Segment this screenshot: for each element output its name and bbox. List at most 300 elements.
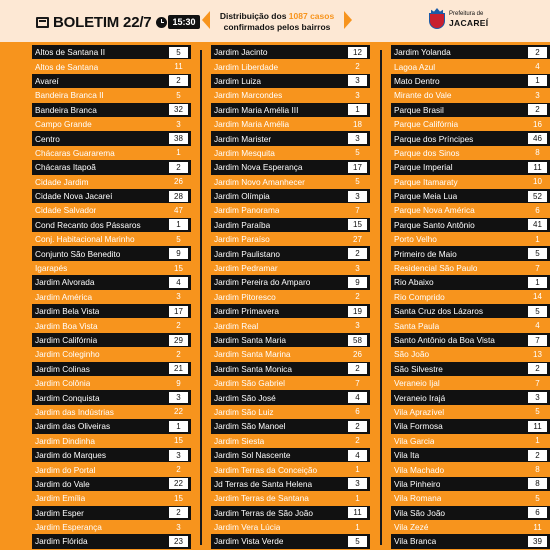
case-count: 5	[535, 407, 540, 417]
neighborhood-row	[211, 390, 370, 404]
neighborhood-name: Parque Brasil	[394, 104, 444, 115]
neighborhood-row	[391, 376, 550, 390]
neighborhood-name: Jardim Paulistano	[214, 248, 280, 259]
neighborhood-name: Jardim Pereira do Amparo	[214, 277, 311, 288]
case-count: 5	[176, 90, 181, 100]
neighborhood-row	[211, 74, 370, 88]
neighborhood-name: Jardim Paraíba	[214, 219, 271, 230]
case-count: 2	[528, 363, 547, 374]
neighborhood-row	[391, 261, 550, 275]
case-count: 4	[535, 62, 540, 72]
neighborhood-row	[32, 103, 191, 117]
neighborhood-name: Cond Recanto dos Pássaros	[35, 219, 141, 230]
neighborhood-row	[211, 275, 370, 289]
neighborhood-row	[391, 131, 550, 145]
neighborhood-row	[32, 275, 191, 289]
neighborhood-name: Jardim Siesta	[214, 435, 265, 446]
case-count: 10	[533, 177, 542, 187]
case-count: 9	[176, 378, 181, 388]
case-count: 9	[169, 248, 188, 259]
neighborhood-row	[391, 347, 550, 361]
neighborhood-row	[391, 103, 550, 117]
neighborhood-name: Jardim Paraíso	[214, 234, 270, 245]
case-count: 23	[169, 536, 188, 547]
case-count: 5	[535, 493, 540, 503]
case-count: 29	[169, 335, 188, 346]
neighborhood-row	[32, 405, 191, 419]
neighborhood-name: Mato Dentro	[394, 75, 440, 86]
neighborhood-name: Jardim das Indústrias	[35, 406, 114, 417]
subtitle	[212, 11, 342, 33]
neighborhood-row	[391, 304, 550, 318]
neighborhood-row	[32, 477, 191, 491]
neighborhood-name: Vila Ita	[394, 450, 420, 461]
case-count: 32	[169, 104, 188, 115]
case-count: 46	[528, 133, 547, 144]
neighborhood-row	[211, 232, 370, 246]
neighborhood-row	[32, 189, 191, 203]
case-count: 17	[348, 162, 367, 173]
neighborhood-row	[32, 491, 191, 505]
neighborhood-name: Avareí	[35, 75, 59, 86]
case-count: 15	[174, 263, 183, 273]
neighborhood-row	[211, 506, 370, 520]
neighborhood-row	[211, 333, 370, 347]
neighborhood-row	[211, 146, 370, 160]
case-count: 5	[528, 248, 547, 259]
bulletin-heading	[36, 14, 200, 30]
neighborhood-row	[391, 419, 550, 433]
case-count: 7	[355, 205, 360, 215]
neighborhood-name: Jardim Colônia	[35, 378, 91, 389]
neighborhood-row	[32, 261, 191, 275]
logo-line1: Prefeitura de	[449, 11, 484, 17]
neighborhood-name: Jardim Vera Lúcia	[214, 522, 281, 533]
neighborhood-row	[211, 117, 370, 131]
case-count: 3	[528, 392, 547, 403]
neighborhood-row	[391, 117, 550, 131]
case-count: 9	[348, 277, 367, 288]
case-count: 2	[169, 75, 188, 86]
neighborhood-row	[211, 347, 370, 361]
neighborhood-row	[391, 45, 550, 59]
neighborhood-row	[211, 88, 370, 102]
neighborhood-name: Jardim Esperança	[35, 522, 102, 533]
case-count: 2	[348, 363, 367, 374]
neighborhood-row	[211, 362, 370, 376]
neighborhood-name: Jardim Vista Verde	[214, 536, 284, 547]
logo-line2: JACAREÍ	[449, 18, 489, 28]
case-count: 21	[169, 363, 188, 374]
case-count: 11	[348, 507, 367, 518]
neighborhood-name: Chácaras Itapoã	[35, 162, 96, 173]
neighborhood-name: Vila Pinheiro	[394, 478, 441, 489]
case-count: 6	[355, 407, 360, 417]
neighborhood-name: Vila Aprazível	[394, 406, 445, 417]
case-count: 2	[169, 507, 188, 518]
case-count: 15	[348, 219, 367, 230]
neighborhood-row	[32, 146, 191, 160]
neighborhood-name: Jardim Santa Monica	[214, 363, 292, 374]
neighborhood-row	[32, 362, 191, 376]
neighborhood-row	[391, 160, 550, 174]
neighborhood-row	[391, 318, 550, 332]
neighborhood-name: Chácaras Guararema	[35, 147, 115, 158]
case-count: 1	[355, 465, 360, 475]
bulletin-title: BOLETIM 22/7	[53, 13, 152, 31]
neighborhood-name: Jardim Marister	[214, 133, 272, 144]
neighborhood-row	[211, 175, 370, 189]
case-count: 2	[528, 104, 547, 115]
neighborhood-name: Cidade Salvador	[35, 205, 97, 216]
case-count: 5	[355, 148, 360, 158]
neighborhood-row	[211, 246, 370, 260]
case-count: 14	[533, 292, 542, 302]
neighborhood-name: Campo Grande	[35, 119, 92, 130]
time-badge: 15:30	[168, 15, 199, 29]
neighborhood-name: Jardim Boa Vista	[35, 320, 98, 331]
neighborhood-name: Jardim Terras de São João	[214, 507, 313, 518]
neighborhood-row	[211, 534, 370, 548]
neighborhood-name: Rio Comprido	[394, 291, 445, 302]
case-count: 3	[355, 263, 360, 273]
case-count: 5	[355, 177, 360, 187]
neighborhood-row	[391, 218, 550, 232]
neighborhood-row	[211, 491, 370, 505]
neighborhood-name: Jardim Yolanda	[394, 47, 451, 58]
case-count: 1	[535, 436, 540, 446]
case-count: 3	[355, 321, 360, 331]
neighborhood-row	[32, 175, 191, 189]
neighborhood-name: Jardim Novo Amanhecer	[214, 176, 305, 187]
neighborhood-row	[391, 275, 550, 289]
neighborhood-name: Residencial São Paulo	[394, 263, 478, 274]
crest-icon	[428, 8, 446, 30]
neighborhood-row	[32, 304, 191, 318]
document-icon	[36, 17, 49, 28]
case-count: 3	[348, 75, 367, 86]
neighborhood-name: Vila Romana	[394, 493, 442, 504]
neighborhood-name: Jardim Nova Esperança	[214, 162, 303, 173]
neighborhood-name: Jardim Pitoresco	[214, 291, 276, 302]
neighborhood-name: Jardim Colinas	[35, 363, 90, 374]
neighborhood-name: Jardim das Oliveiras	[35, 421, 111, 432]
neighborhood-row	[211, 419, 370, 433]
neighborhood-row	[211, 103, 370, 117]
subtitle-highlight: 1087 casos	[288, 11, 335, 21]
neighborhood-name: Parque dos Sinos	[394, 147, 460, 158]
neighborhood-row	[391, 491, 550, 505]
case-count: 3	[169, 450, 188, 461]
case-count: 2	[169, 162, 188, 173]
case-count: 2	[355, 62, 360, 72]
case-count: 16	[533, 119, 542, 129]
neighborhood-name: Jardim Conquista	[35, 392, 100, 403]
neighborhood-name: Jardim Coleginho	[35, 349, 100, 360]
header-bar	[0, 0, 550, 42]
case-count: 3	[355, 90, 360, 100]
neighborhood-row	[391, 362, 550, 376]
neighborhood-name: Jardim Terras da Conceição	[214, 464, 318, 475]
neighborhood-name: Jardim Panorama	[214, 205, 280, 216]
case-count: 38	[169, 133, 188, 144]
case-count: 4	[169, 277, 188, 288]
case-count: 2	[528, 47, 547, 58]
neighborhood-name: Porto Velho	[394, 234, 437, 245]
case-count: 15	[174, 436, 183, 446]
neighborhood-row	[211, 405, 370, 419]
neighborhood-row	[391, 534, 550, 548]
neighborhood-name: Jardim Flórida	[35, 536, 88, 547]
neighborhood-name: Conj. Habitacional Marinho	[35, 234, 135, 245]
case-count: 26	[174, 177, 183, 187]
neighborhood-row	[32, 376, 191, 390]
neighborhood-name: Vila Machado	[394, 464, 445, 475]
case-count: 47	[174, 205, 183, 215]
neighborhood-name: Vila Garcia	[394, 435, 435, 446]
neighborhood-name: Conjunto São Benedito	[35, 248, 121, 259]
neighborhood-row	[391, 520, 550, 534]
neighborhood-name: Jardim Califórnia	[35, 335, 98, 345]
case-count: 1	[169, 219, 188, 230]
neighborhood-name: Jardim Bela Vista	[35, 306, 100, 317]
case-count: 11	[528, 421, 547, 432]
prefeitura-logo	[428, 8, 488, 30]
neighborhood-row	[211, 290, 370, 304]
neighborhood-row	[32, 88, 191, 102]
case-count: 28	[169, 191, 188, 202]
neighborhood-row	[211, 160, 370, 174]
case-count: 3	[169, 392, 188, 403]
case-count: 3	[348, 133, 367, 144]
neighborhood-name: Veraneio Ijal	[394, 378, 440, 389]
case-count: 1	[169, 421, 188, 432]
case-count: 2	[176, 321, 181, 331]
case-count: 4	[348, 450, 367, 461]
neighborhood-row	[211, 189, 370, 203]
neighborhood-row	[32, 246, 191, 260]
case-count: 52	[528, 191, 547, 202]
neighborhood-name: Jardim América	[35, 291, 93, 302]
neighborhood-name: Primeiro de Maio	[394, 248, 457, 259]
case-count: 58	[348, 335, 367, 346]
neighborhood-name: Jardim Sol Nascente	[214, 450, 291, 461]
case-count: 2	[528, 450, 547, 461]
case-count: 27	[353, 234, 362, 244]
neighborhood-name: Jardim São Gabriel	[214, 378, 286, 389]
neighborhood-row	[391, 88, 550, 102]
case-count: 7	[535, 378, 540, 388]
neighborhood-name: São Silvestre	[394, 363, 443, 374]
case-count: 11	[528, 162, 547, 173]
case-count: 6	[535, 205, 540, 215]
case-count: 26	[353, 349, 362, 359]
neighborhood-name: Vila São João	[394, 507, 446, 518]
case-count: 12	[348, 47, 367, 58]
neighborhood-name: Jardim Alvorada	[35, 277, 95, 288]
case-count: 3	[176, 292, 181, 302]
case-count: 17	[169, 306, 188, 317]
neighborhood-name: Jd Terras de Santa Helena	[214, 478, 313, 489]
neighborhood-row	[391, 246, 550, 260]
neighborhood-name: Jardim Santa Marina	[214, 349, 291, 360]
neighborhood-name: Jardim Marcondes	[214, 90, 283, 101]
case-count: 4	[348, 392, 367, 403]
case-count: 7	[355, 378, 360, 388]
neighborhood-name: Jardim São Luiz	[214, 406, 274, 417]
case-count: 1	[176, 148, 181, 158]
neighborhood-name: Parque Nova América	[394, 205, 475, 216]
case-count: 1	[535, 234, 540, 244]
neighborhood-name: Parque Itamaraty	[394, 176, 458, 187]
neighborhood-row	[391, 477, 550, 491]
case-count: 1	[528, 75, 547, 86]
neighborhood-name: Altos de Santana	[35, 61, 99, 72]
neighborhood-name: Santa Paula	[394, 320, 440, 331]
neighborhood-row	[32, 520, 191, 534]
neighborhood-name: Bandeira Branca II	[35, 90, 104, 101]
neighborhood-row	[211, 462, 370, 476]
neighborhood-row	[32, 448, 191, 462]
case-count: 3	[535, 90, 540, 100]
neighborhood-row	[211, 218, 370, 232]
case-count: 6	[528, 507, 547, 518]
clock-icon	[156, 17, 167, 28]
neighborhood-row	[32, 318, 191, 332]
case-count: 5	[348, 536, 367, 547]
neighborhood-name: Rio Abaixo	[394, 277, 434, 288]
neighborhood-name: Parque dos Príncipes	[394, 133, 474, 144]
neighborhood-row	[211, 131, 370, 145]
case-count: 1	[355, 522, 360, 532]
neighborhood-row	[32, 59, 191, 73]
case-count: 19	[348, 306, 367, 317]
neighborhood-name: Bandeira Branca	[35, 104, 97, 115]
case-count: 41	[528, 219, 547, 230]
neighborhood-name: Jardim Maria Amélia III	[214, 104, 299, 115]
neighborhood-row	[32, 419, 191, 433]
column-divider	[380, 50, 382, 545]
case-count: 3	[176, 119, 181, 129]
neighborhood-name: Jardim do Vale	[35, 478, 90, 489]
neighborhood-name: Parque Califórnia	[394, 119, 459, 130]
neighborhood-row	[211, 59, 370, 73]
case-count: 11	[174, 62, 183, 72]
neighborhood-row	[211, 318, 370, 332]
neighborhood-row	[32, 131, 191, 145]
neighborhood-row	[32, 218, 191, 232]
neighborhood-row	[391, 462, 550, 476]
neighborhood-row	[391, 146, 550, 160]
neighborhood-row	[391, 290, 550, 304]
neighborhood-row	[32, 462, 191, 476]
case-count: 22	[174, 407, 183, 417]
neighborhood-row	[211, 45, 370, 59]
neighborhood-row	[391, 232, 550, 246]
case-count: 2	[355, 292, 360, 302]
subtitle-pre: Distribuição dos	[219, 11, 289, 21]
case-count: 2	[176, 465, 181, 475]
neighborhood-name: Altos de Santana II	[35, 47, 106, 58]
neighborhood-name: Cidade Nova Jacareí	[35, 191, 113, 202]
neighborhood-row	[391, 189, 550, 203]
neighborhood-row	[32, 434, 191, 448]
case-count: 8	[528, 478, 547, 489]
case-count: 5	[528, 306, 547, 317]
neighborhood-name: Jardim Primavera	[214, 306, 280, 317]
case-count: 1	[528, 277, 547, 288]
case-count: 5	[169, 47, 188, 58]
case-count: 22	[169, 478, 188, 489]
case-count: 3	[176, 522, 181, 532]
neighborhood-row	[32, 534, 191, 548]
neighborhood-row	[211, 477, 370, 491]
neighborhood-name: Vila Branca	[394, 536, 437, 547]
neighborhood-name: Mirante do Vale	[394, 90, 452, 101]
neighborhood-row	[32, 74, 191, 88]
neighborhood-name: Jardim Santa Maria	[214, 335, 286, 345]
neighborhood-column-3	[391, 45, 550, 549]
neighborhood-name: Jardim Luiza	[214, 75, 262, 86]
neighborhood-name: Parque Santo Antônio	[394, 219, 475, 230]
neighborhood-name: Jardim Mesquita	[214, 147, 275, 158]
neighborhood-name: Santo Antônio da Boa Vista	[394, 335, 495, 345]
neighborhood-row	[391, 506, 550, 520]
neighborhood-name: Jardim Emília	[35, 493, 86, 504]
neighborhood-name: Lagoa Azul	[394, 61, 436, 72]
neighborhood-row	[32, 45, 191, 59]
neighborhood-row	[391, 448, 550, 462]
neighborhood-name: Vila Zezé	[394, 522, 429, 533]
case-count: 5	[176, 234, 181, 244]
case-count: 18	[353, 119, 362, 129]
case-count: 8	[535, 148, 540, 158]
case-count: 1	[348, 104, 367, 115]
neighborhood-row	[211, 448, 370, 462]
case-count: 11	[533, 522, 542, 532]
neighborhood-row	[32, 333, 191, 347]
neighborhood-name: Jardim São José	[214, 392, 276, 403]
neighborhood-name: Igarapés	[35, 263, 68, 274]
neighborhood-name: Jardim Pedramar	[214, 263, 278, 274]
neighborhood-row	[32, 506, 191, 520]
neighborhood-row	[391, 434, 550, 448]
neighborhood-row	[32, 232, 191, 246]
neighborhood-name: Jardim Terras de Santana	[214, 493, 309, 504]
neighborhood-row	[391, 74, 550, 88]
neighborhood-name: Jardim Real	[214, 320, 259, 331]
case-count: 7	[535, 263, 540, 273]
neighborhood-column-1	[32, 45, 191, 549]
neighborhood-name: Jardim Liberdade	[214, 61, 279, 72]
neighborhood-name: Jardim Maria Amélia	[214, 119, 290, 130]
case-count: 7	[528, 335, 547, 346]
neighborhood-name: Centro	[35, 133, 60, 144]
neighborhood-name: Jardim Jacinto	[214, 47, 268, 58]
neighborhood-row	[391, 405, 550, 419]
case-count: 2	[348, 248, 367, 259]
subtitle-post: confirmados pelos bairros	[223, 22, 331, 32]
neighborhood-name: Jardim Dindinha	[35, 435, 95, 446]
neighborhood-name: Vila Formosa	[394, 421, 443, 432]
neighborhood-name: Cidade Jardim	[35, 176, 89, 187]
neighborhood-row	[391, 59, 550, 73]
case-count: 2	[348, 421, 367, 432]
case-count: 13	[533, 349, 542, 359]
neighborhood-name: Parque Meia Lua	[394, 191, 458, 202]
neighborhood-name: Jardim Olímpia	[214, 191, 270, 202]
case-count: 39	[528, 536, 547, 547]
